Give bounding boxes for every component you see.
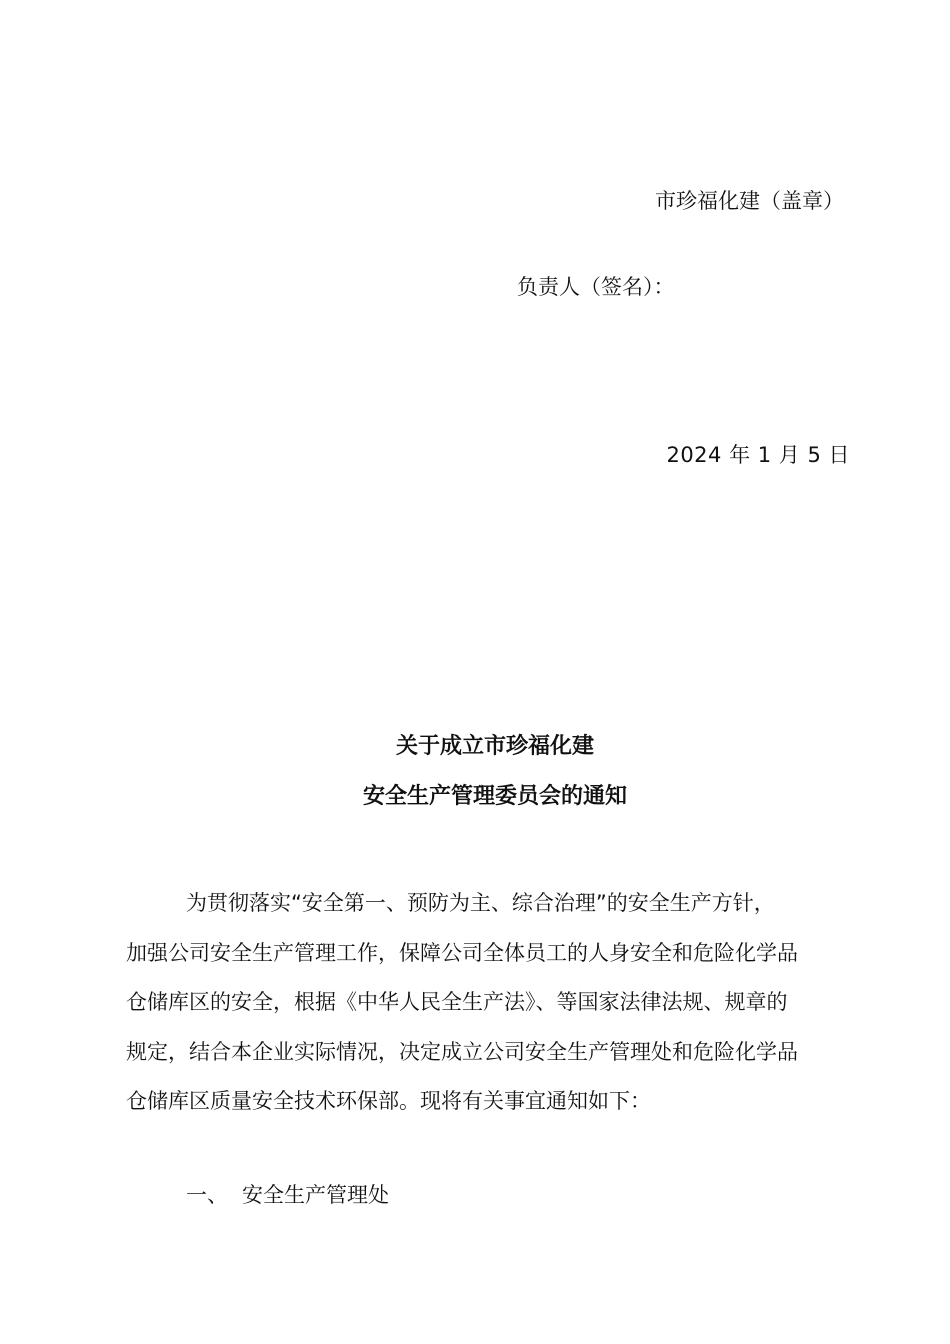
company-stamp-line: 市珍福化建（盖章） (655, 189, 844, 213)
body-line-1: 为贯彻落实“安全第一、预防为主、综合治理”的安全生产方针， (186, 891, 775, 915)
notice-body (126, 879, 852, 1127)
section-heading-1 (186, 1180, 389, 1210)
section-label: 安全生产管理处 (242, 1183, 389, 1207)
body-line-3: 仓储库区的安全，根据《中华人民全生产法》、等国家法律法规、规章的 (126, 990, 788, 1014)
notice-title-line-1: 关于成立市珍福化建 (395, 734, 594, 759)
section-number: 一、 (186, 1183, 228, 1207)
body-line-5: 仓储库区质量安全技术环保部。现将有关事宜通知如下： (126, 1089, 651, 1113)
date-line: 2024 年 1 月 5 日 (666, 443, 850, 467)
signer-line: 负责人（签名）： (517, 275, 675, 299)
body-line-2: 加强公司安全生产管理工作，保障公司全体员工的人身安全和危险化学品 (126, 940, 798, 965)
body-line-4: 规定，结合本企业实际情况，决定成立公司安全生产管理处和危险化学品 (126, 1039, 798, 1064)
notice-title-line-2: 安全生产管理委员会的通知 (362, 784, 627, 809)
